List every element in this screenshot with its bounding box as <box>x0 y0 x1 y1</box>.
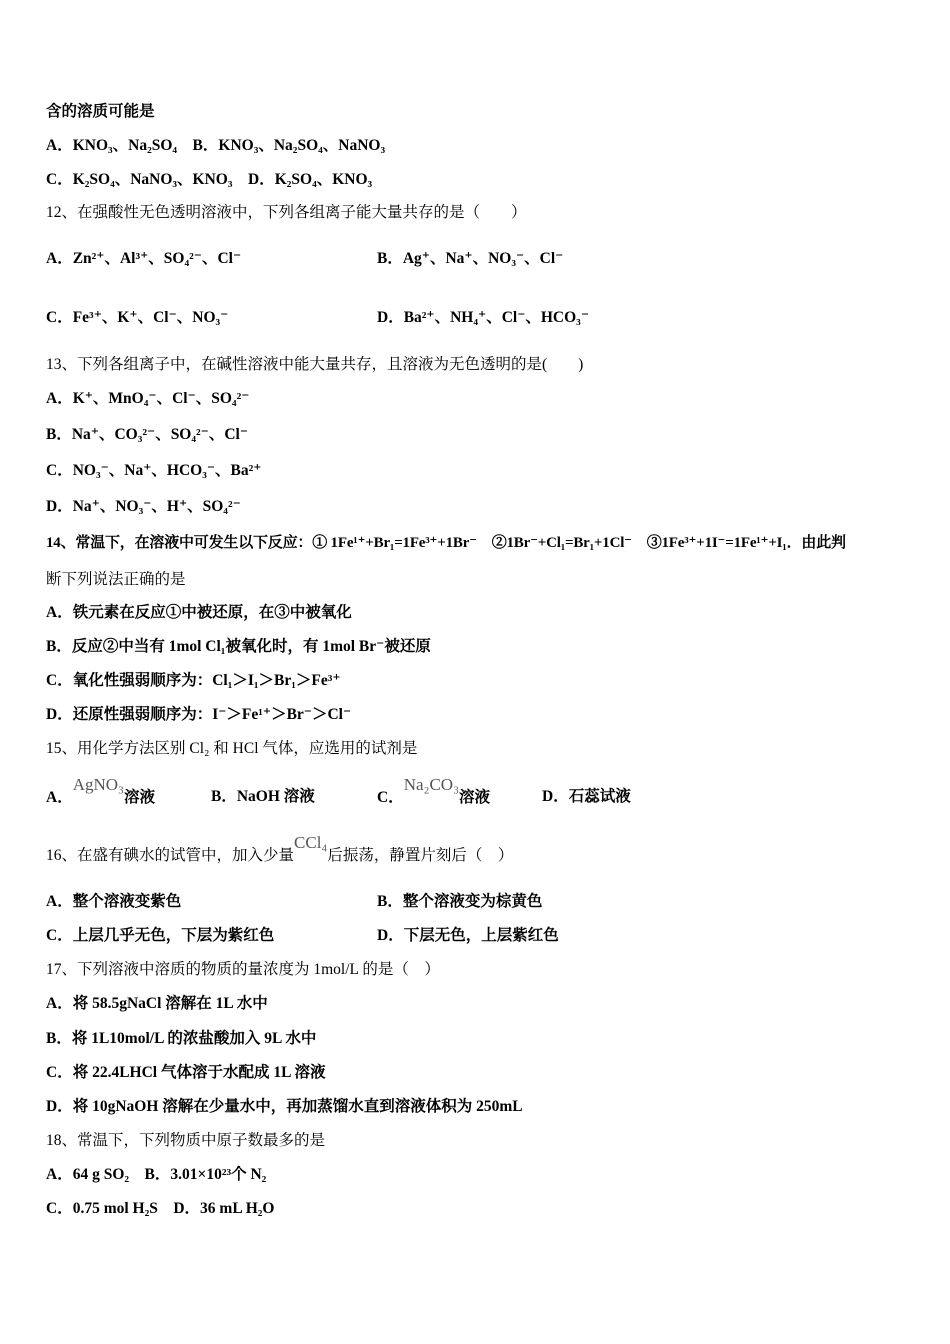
q12-option-c: C．Fe³⁺、K⁺、Cl⁻、NO₃⁻ <box>46 309 229 326</box>
q13-option-b: B．Na⁺、CO₃²⁻、SO₄²⁻、Cl⁻ <box>46 426 249 443</box>
q14-option-a: A．铁元素在反应①中被还原，在③中被氧化 <box>46 604 352 621</box>
q18-options-ab: A．64 g SO₂ B．3.01×10²³个 N₂ <box>46 1166 267 1183</box>
q14-option-c: C．氧化性强弱顺序为：Cl₁＞I₁＞Br₁＞Fe³⁺ <box>46 672 341 689</box>
q16-text-after: 后振荡，静置片刻后（ ） <box>327 847 514 864</box>
q16-option-d: D．下层无色，上层紫红色 <box>377 927 559 944</box>
q15-option-c-formula: Na₂CO₃ <box>403 775 459 794</box>
q14-option-d: D．还原性强弱顺序为：I⁻＞Fe¹⁺＞Br⁻＞Cl⁻ <box>46 706 352 723</box>
q15-option-a <box>46 775 155 808</box>
question-17: 17、下列溶液中溶质的物质的量浓度为 1mol/L 的是（ ） <box>46 961 440 978</box>
q16-formula: CCl₄ <box>294 833 328 852</box>
question-18: 18、常温下，下列物质中原子数最多的是 <box>46 1132 326 1149</box>
q17-option-c: C．将 22.4LHCl 气体溶于水配成 1L 溶液 <box>46 1064 326 1081</box>
question-12: 12、在强酸性无色透明溶液中，下列各组离子能大量共存的是（ ） <box>46 204 527 221</box>
q15-option-b: B．NaOH 溶液 <box>211 788 315 805</box>
question-15: 15、用化学方法区别 Cl₂ 和 HCl 气体，应选用的试剂是 <box>46 740 418 757</box>
q13-option-c: C．NO₃⁻、Na⁺、HCO₃⁻、Ba²⁺ <box>46 462 262 479</box>
q13-option-a: A．K⁺、MnO₄⁻、Cl⁻、SO₄²⁻ <box>46 390 250 407</box>
q15-option-a-label: A． <box>46 789 73 806</box>
q12-option-b: B．Ag⁺、Na⁺、NO₃⁻、Cl⁻ <box>377 250 564 267</box>
q15-option-c-label: C． <box>377 789 404 806</box>
q17-option-b: B．将 1L10mol/L 的浓盐酸加入 9L 水中 <box>46 1030 317 1047</box>
question-11-tail: 含的溶质可能是 <box>46 103 155 120</box>
q15-option-a-formula: AgNO₃ <box>72 775 124 794</box>
q11-options-ab: A．KNO₃、Na₂SO₄ B．KNO₃、Na₂SO₄、NaNO₃ <box>46 137 386 154</box>
q15-option-c-suffix: 溶液 <box>459 789 491 806</box>
q15-option-d: D．石蕊试液 <box>542 788 631 805</box>
q16-option-c: C．上层几乎无色，下层为紫红色 <box>46 927 275 944</box>
q11-options-cd: C．K₂SO₄、NaNO₃、KNO₃ D．K₂SO₄、KNO₃ <box>46 171 373 188</box>
question-14-cont: 断下列说法正确的是 <box>46 571 186 588</box>
q15-option-a-suffix: 溶液 <box>123 789 155 806</box>
q17-option-d: D．将 10gNaOH 溶解在少量水中，再加蒸馏水直到溶液体积为 250mL <box>46 1098 523 1115</box>
q16-option-a: A．整个溶液变紫色 <box>46 893 182 910</box>
q17-option-a: A．将 58.5gNaCl 溶解在 1L 水中 <box>46 995 268 1012</box>
q12-option-d: D．Ba²⁺、NH₄⁺、Cl⁻、HCO₃⁻ <box>377 309 590 326</box>
q16-text-before: 16、在盛有碘水的试管中，加入少量 <box>46 847 295 864</box>
q18-options-cd: C．0.75 mol H₂S D．36 mL H₂O <box>46 1200 275 1217</box>
q14-option-b: B．反应②中当有 1mol Cl₁被氧化时，有 1mol Br⁻被还原 <box>46 638 431 655</box>
question-13: 13、下列各组离子中，在碱性溶液中能大量共存，且溶液为无色透明的是( ) <box>46 356 584 373</box>
q15-option-c <box>377 775 491 808</box>
q16-option-b: B．整个溶液变为棕黄色 <box>377 893 543 910</box>
q13-option-d: D．Na⁺、NO₃⁻、H⁺、SO₄²⁻ <box>46 498 241 515</box>
q12-option-a: A．Zn²⁺、Al³⁺、SO₄²⁻、Cl⁻ <box>46 250 242 267</box>
question-16 <box>46 833 514 866</box>
question-14: 14、常温下，在溶液中可发生以下反应：① 1Fe¹⁺+Br₁=1Fe³⁺+1Br⁻ ②1Br⁻+Cl₁=Br₁+1Cl⁻ ③1Fe³⁺+1I⁻=1Fe¹⁺+I₁．由此判 <box>46 535 846 551</box>
